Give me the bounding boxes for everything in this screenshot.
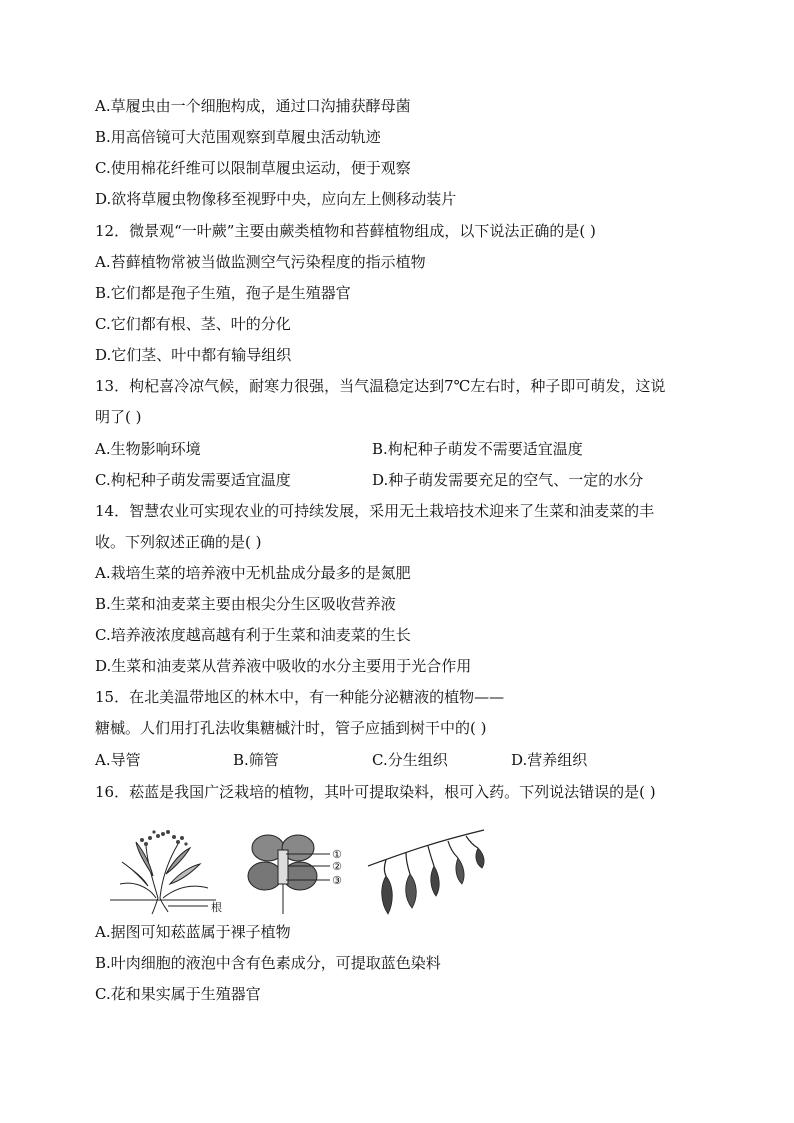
q11-option-b: B.用高倍镜可大范围观察到草履虫活动轨迹 — [95, 128, 381, 146]
q12-option-b: B.它们都是孢子生殖，孢子是生殖器官 — [95, 284, 351, 302]
q13-option-c: C.枸杞种子萌发需要适宜温度 — [95, 471, 291, 489]
q12-option-c: C.它们都有根、茎、叶的分化 — [95, 315, 291, 333]
q15-option-c: C.分生组织 — [372, 751, 448, 769]
q12-option-a: A.苔藓植物常被当做监测空气污染程度的指示植物 — [95, 253, 426, 271]
figure-label-2: ② — [332, 860, 342, 873]
q15-option-b: B.筛管 — [233, 751, 279, 769]
q16-option-c: C.花和果实属于生殖器官 — [95, 985, 261, 1003]
q12-stem: 12．微景观“一叶蕨”主要由蕨类植物和苔藓植物组成，以下说法正确的是( ) — [95, 222, 596, 240]
q11-option-c: C.使用棉花纤维可以限制草履虫运动，便于观察 — [95, 159, 411, 177]
q16-stem: 16．菘蓝是我国广泛栽培的植物，其叶可提取染料，根可入药。下列说法错误的是( ) — [95, 783, 656, 801]
q13-option-a: A.生物影响环境 — [95, 440, 201, 458]
q14-option-a: A.栽培生菜的培养液中无机盐成分最多的是氮肥 — [95, 564, 411, 582]
q13-option-d: D.种子萌发需要充足的空气、一定的水分 — [372, 471, 644, 489]
q12-option-d: D.它们茎、叶中都有输导组织 — [95, 346, 292, 364]
q14-stem-line2: 收。下列叙述正确的是( ) — [95, 533, 262, 551]
figure-label-root: 根 — [211, 901, 222, 914]
q15-stem-line1: 15．在北美温带地区的林木中，有一种能分泌糖液的植物—— — [95, 688, 505, 706]
figure-label-1: ① — [332, 848, 342, 861]
q13-option-b: B.枸杞种子萌发不需要适宜温度 — [372, 440, 583, 458]
whole-plant-drawing — [108, 826, 233, 918]
q11-option-a: A.草履虫由一个细胞构成，通过口沟捕获酵母菌 — [95, 97, 411, 115]
q14-option-d: D.生菜和油麦菜从营养液中吸收的水分主要用于光合作用 — [95, 657, 472, 675]
q13-stem-line2: 明了( ) — [95, 408, 142, 426]
flower-drawing — [240, 826, 360, 918]
q15-option-d: D.营养组织 — [511, 751, 588, 769]
q14-option-c: C.培养液浓度越高越有利于生菜和油麦菜的生长 — [95, 626, 411, 644]
q16-figure — [108, 826, 488, 918]
q11-option-d: D.欲将草履虫物像移至视野中央，应向左上侧移动装片 — [95, 190, 457, 208]
figure-label-3: ③ — [332, 874, 342, 887]
q15-stem-line2: 糖槭。人们用打孔法收集糖槭汁时，管子应插到树干中的( ) — [95, 719, 487, 737]
q16-option-a: A.据图可知菘蓝属于裸子植物 — [95, 923, 291, 941]
q14-stem-line1: 14．智慧农业可实现农业的可持续发展，采用无土栽培技术迎来了生菜和油麦菜的丰 — [95, 502, 655, 520]
fruit-branch-drawing — [366, 826, 488, 918]
q15-option-a: A.导管 — [95, 751, 141, 769]
q16-option-b: B.叶肉细胞的液泡中含有色素成分，可提取蓝色染料 — [95, 954, 441, 972]
q14-option-b: B.生菜和油麦菜主要由根尖分生区吸收营养液 — [95, 595, 396, 613]
q13-stem-line1: 13．枸杞喜冷凉气候，耐寒力很强，当气温稳定达到7℃左右时，种子即可萌发，这说 — [95, 377, 666, 395]
